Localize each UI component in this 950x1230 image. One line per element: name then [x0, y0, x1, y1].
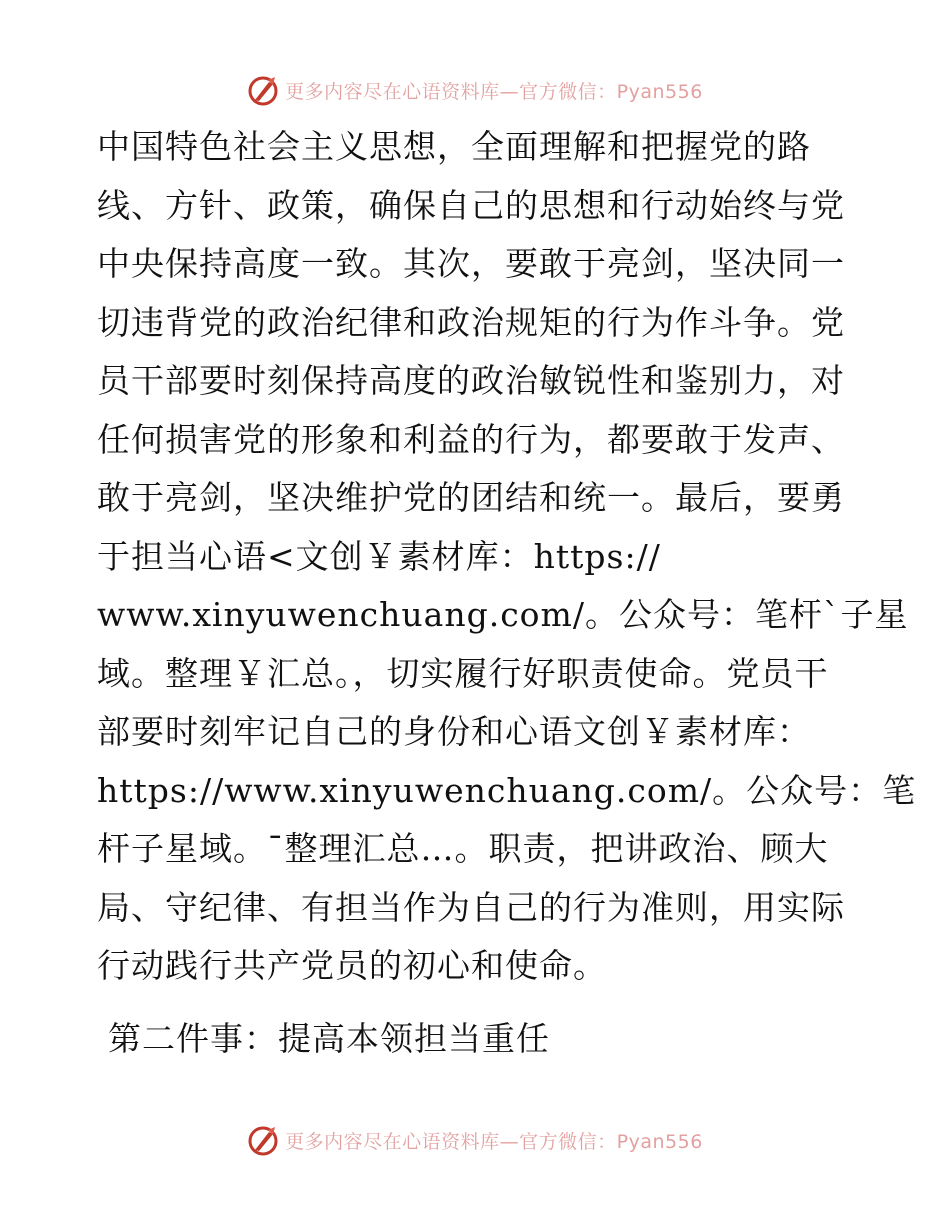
body-line: 员干部要时刻保持高度的政治敏锐性和鉴别力，对 [97, 361, 845, 400]
body-line: 部要时刻牢记自己的身份和心语文创￥素材库： [97, 712, 811, 751]
body-line: 切违背党的政治纪律和政治规矩的行为作斗争。党 [97, 302, 845, 342]
quill-logo-icon [247, 1124, 279, 1156]
body-line: 线、方针、政策，确保自己的思想和行动始终与党 [97, 185, 845, 225]
body-line: 中国特色社会主义思想，全面理解和把握党的路 [97, 127, 811, 166]
body-line: 局、守纪律、有担当作为自己的行为准则，用实际 [97, 887, 845, 927]
body-line: https://www.xinyuwenchuang.com/。公众号：笔 [97, 770, 917, 810]
footer-banner-text: 更多内容尽在心语资料库—官方微信：Pyan556 [285, 1130, 703, 1153]
body-line: 中央保持高度一致。其次，要敢于亮剑，坚决同一 [97, 244, 845, 283]
footer-banner [0, 1120, 950, 1160]
body-line: 于担当心语<文创￥素材库：https:// [97, 536, 661, 576]
document-body [97, 118, 917, 996]
body-line: www.xinyuwenchuang.com/。公众号：笔杆`子星 [97, 595, 909, 634]
body-line: 任何损害党的形象和利益的行为，都要敢于发声、 [97, 419, 845, 459]
section-heading: 第二件事：提高本领担当重任 [108, 1019, 550, 1058]
quill-logo-icon [247, 74, 279, 106]
header-banner [0, 70, 950, 110]
body-line: 行动践行共产党员的初心和使命。 [97, 946, 607, 985]
body-line: 域。整理￥汇总。，切实履行好职责使命。党员干 [97, 653, 829, 693]
body-line: 杆子星域。¯整理汇总…。职责，把讲政治、顾大 [97, 829, 829, 868]
body-line: 敢于亮剑，坚决维护党的团结和统一。最后，要勇 [97, 478, 845, 517]
header-banner-text: 更多内容尽在心语资料库—官方微信：Pyan556 [285, 80, 703, 103]
